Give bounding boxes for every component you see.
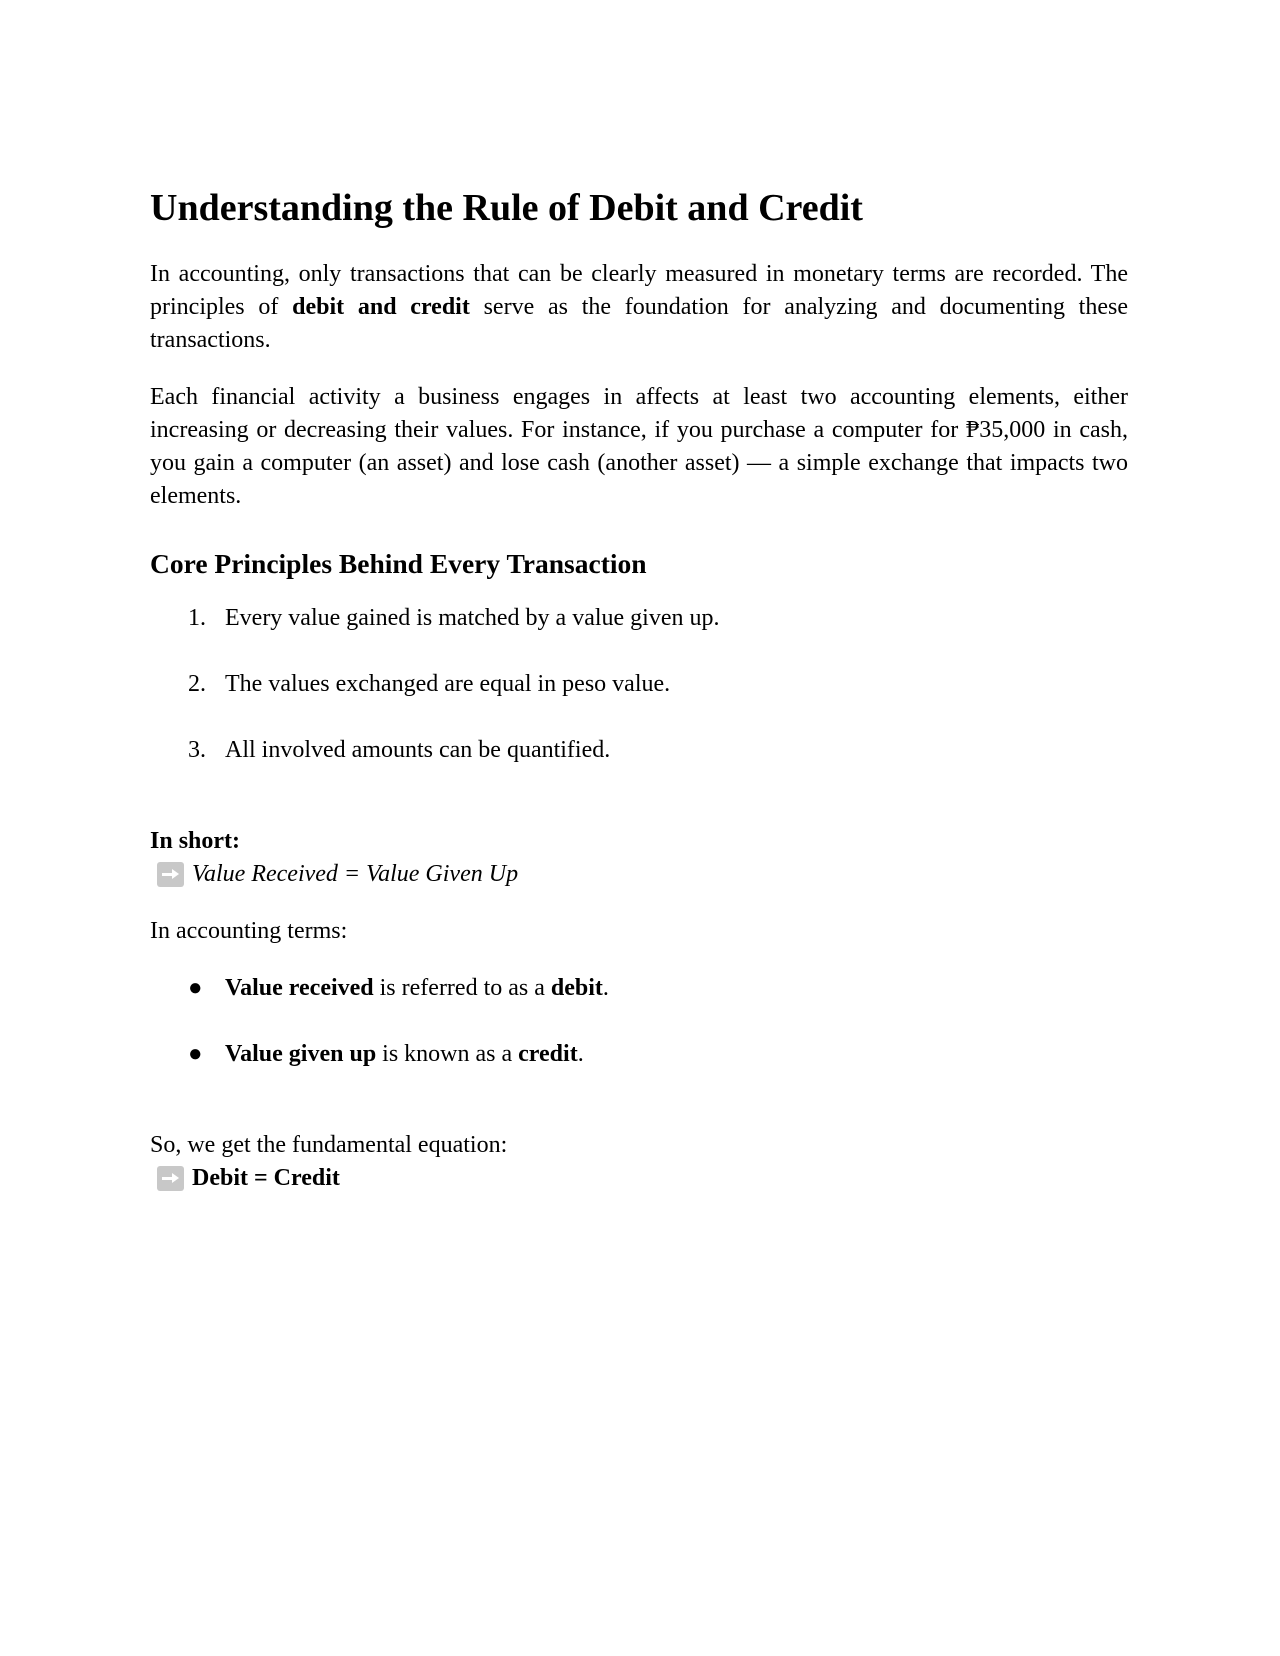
list-number: 1. [188,604,206,631]
list-item [150,1038,1128,1071]
example-paragraph: Each financial activity a business engages in affects at least two accounting elements, either increasing or decreasing their values. For instance, if you purchase a computer for ₱35,000 in cash, you gain a computer (an asset) and lose cash (another asset) — a simple exchange that impacts two elements. [150,383,1128,509]
term-bold-start: Value received [225,974,374,1001]
in-short-label: In short: [150,827,241,854]
bullet-icon: ● [188,1040,203,1067]
terms-list [150,972,1128,1071]
list-number: 3. [188,736,206,763]
in-short-line [150,858,1128,891]
list-item [150,602,1128,635]
equation-label: So, we get the fundamental equation: [150,1131,508,1158]
document-page [150,186,1128,1195]
principles-list [150,602,1128,767]
term-bold-end: debit [550,974,603,1001]
right-arrow-icon [157,862,184,887]
right-arrow-icon [157,1166,184,1191]
list-number: 2. [188,670,206,697]
term-bold-end: credit [518,1040,578,1067]
in-short-equation: Value Received = Value Given Up [192,860,519,887]
list-item [150,668,1128,701]
list-item [150,972,1128,1005]
equation-line [150,1162,1128,1195]
document-title: Understanding the Rule of Debit and Credit [150,187,863,229]
terms-label: In accounting terms: [150,917,348,944]
term-middle: is known as a [376,1040,519,1067]
list-item [150,734,1128,767]
section-heading: Core Principles Behind Every Transaction [150,547,647,579]
term-bold-start: Value given up [225,1040,377,1067]
list-text: The values exchanged are equal in peso value. [225,670,671,697]
intro-text-after: serve as the foundation for analyzing and documenting these transactions. [150,293,1128,353]
term-end: . [602,974,609,1001]
intro-text-bold: debit and credit [292,293,470,320]
fundamental-equation: Debit = Credit [192,1164,340,1191]
intro-text-before: In accounting, only transactions that can be clearly measured in monetary terms are recorded. The principles of [150,260,1128,320]
list-text: Every value gained is matched by a value given up. [225,604,720,631]
bullet-icon: ● [188,974,203,1001]
intro-paragraph [150,258,1128,357]
list-text: All involved amounts can be quantified. [225,736,611,763]
term-end: . [577,1040,584,1067]
term-middle: is referred to as a [373,974,551,1001]
